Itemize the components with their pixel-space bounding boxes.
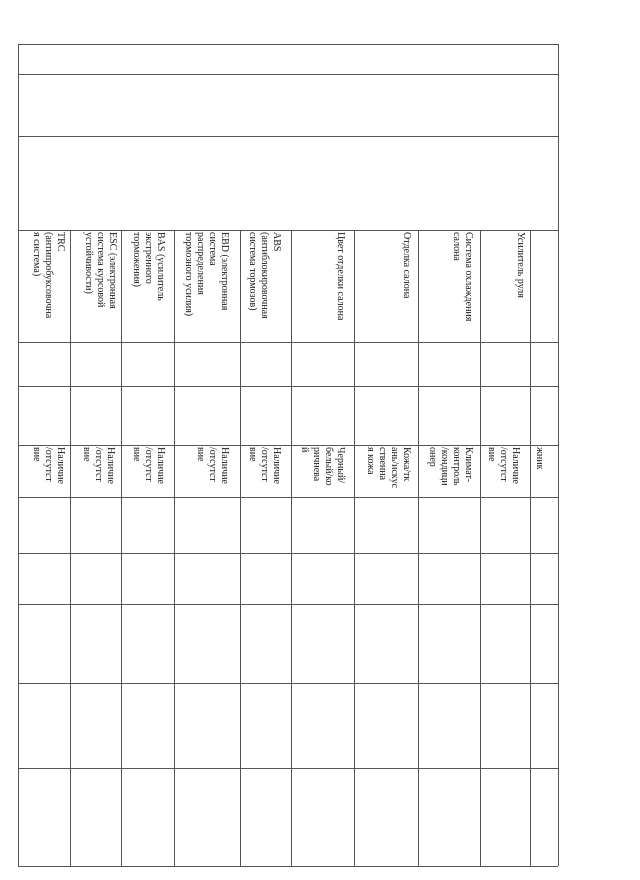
option-cell: Наличие /отсутст вие bbox=[31, 447, 66, 484]
table-rule bbox=[18, 136, 558, 137]
table-rule bbox=[18, 866, 558, 867]
feature-cell: ABS (антиблокировочная система тормозов) bbox=[247, 232, 282, 319]
option-cell: жник Наличие /отсутст вие bbox=[486, 447, 545, 484]
feature-cell: BAS (усилитель экстренного торможения) bbox=[131, 232, 166, 301]
table-rule bbox=[418, 230, 419, 866]
option-cell: Черный/ белый/ко ричнева й bbox=[299, 447, 346, 486]
table-rule bbox=[174, 230, 175, 866]
table-rule bbox=[18, 768, 558, 769]
table-rule bbox=[18, 497, 558, 498]
table-rule bbox=[558, 44, 559, 866]
table-rule bbox=[18, 44, 19, 866]
feature-cell: ESC (электронная система курсовой устойчивости) bbox=[83, 232, 118, 309]
table-rule bbox=[354, 230, 355, 866]
table-rule bbox=[18, 553, 558, 554]
table-rule bbox=[121, 230, 122, 866]
table-rule bbox=[18, 342, 558, 343]
feature-cell: TRC (антипробуксовочна я система) bbox=[31, 232, 66, 319]
option-cell: Кожа/тк ань/искус ственна я кожа bbox=[365, 447, 412, 489]
option-cell: Наличие /отсутст вие bbox=[195, 447, 230, 484]
table-rule bbox=[18, 230, 558, 231]
table-rule bbox=[18, 683, 558, 684]
table-rule bbox=[240, 230, 241, 866]
table-rule bbox=[18, 445, 558, 446]
table-rule bbox=[18, 44, 558, 45]
table-rule bbox=[18, 604, 558, 605]
feature-cell: Отделка салона bbox=[401, 232, 412, 299]
option-cell: Наличие /отсутст вие bbox=[247, 447, 282, 484]
feature-cell: EBD (электронная система распределения тормозного усилия) bbox=[183, 232, 230, 317]
table-rule bbox=[18, 74, 558, 75]
table-rule bbox=[70, 230, 71, 866]
table-rule bbox=[530, 230, 531, 866]
option-cell: Климат- контроль /кондици онер bbox=[427, 447, 474, 486]
table-rule bbox=[291, 230, 292, 866]
feature-cell: Усилитель руля bbox=[515, 232, 526, 298]
feature-cell: Цвет отделки салона bbox=[335, 232, 346, 321]
table-rule bbox=[480, 230, 481, 866]
feature-cell: Система охлаждения салона bbox=[451, 232, 474, 322]
option-cell: Наличие /отсутст вие bbox=[81, 447, 116, 484]
option-cell: Наличие /отсутст вие bbox=[131, 447, 166, 484]
table-rule bbox=[18, 386, 558, 387]
